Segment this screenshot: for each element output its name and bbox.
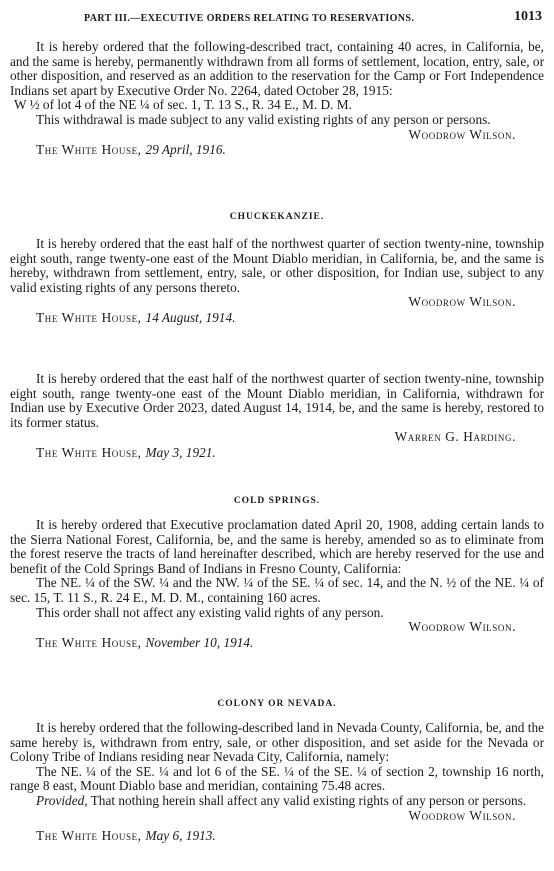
dateline-place: The White House, — [36, 444, 142, 460]
dateline-place: The White House, — [36, 309, 142, 325]
dateline — [36, 143, 544, 158]
dateline-place: The White House, — [36, 142, 142, 158]
dateline — [36, 311, 544, 326]
section-heading-chuckekanzie: CHUCKEKANZIE. — [229, 212, 325, 222]
dateline-date: 14 August, 1914. — [145, 309, 236, 325]
running-head — [0, 10, 554, 28]
order-paragraph: It is hereby ordered that the east half of the northwest quarter of section twenty-nine, township eight south, range twenty-one east of the Mount Diablo meridian, in California, withdrawn for Indian use by Executive Order 2023, dated August 14, 1914, be, and the same is hereby, restored to its former status. — [10, 371, 544, 430]
dateline-place: The White House, — [36, 828, 142, 844]
dateline-date: May 3, 1921. — [145, 444, 216, 460]
land-description: The NE. ¼ of the SW. ¼ and the NW. ¼ of the SE. ¼ of sec. 14, and the N. ½ of the NE. ¼ of sec. 15, T. 11 S., R. 24 E., M. D. M., containing 160 acres. — [10, 575, 544, 605]
order-paragraph: It is hereby ordered that Executive proclamation dated April 20, 1908, adding certain lands to the Sierra National Forest, California, be, and the same is hereby, amended so as to eliminate from the forest reserve the tracts of land hereinafter described, which are hereby reserved for the use and benefit of the Cold Springs Band of Indians in Fresno County, California: — [10, 517, 544, 576]
order-paragraph: This withdrawal is made subject to any valid existing rights of any person or persons. — [36, 111, 491, 127]
signature: Woodrow Wilson. — [408, 294, 516, 310]
signature: Woodrow Wilson. — [408, 619, 516, 635]
dateline-place: The White House, — [36, 634, 142, 650]
order-colony-or-nevada — [10, 721, 544, 844]
signature: Warren G. Harding. — [394, 429, 516, 445]
order-paragraph: It is hereby ordered that the east half of the northwest quarter of section twenty-nine, township eight south, range twenty-one east of the Mount Diablo meridian, in California, be, and the same is hereby, withdrawn from settlement, entry, sale, or other disposition, for Indian use, subject to any valid existing rights of any persons thereto. — [10, 236, 544, 295]
page-number: 1013 — [514, 9, 542, 24]
land-description: The NE. ¼ of the SE. ¼ and lot 6 of the SE. ¼ of the SE. ¼ of section 2, township 16 north, range 8 east, Mount Diablo base and meridian, containing 75.48 acres. — [10, 763, 544, 794]
order-chuckekanzie — [10, 237, 544, 326]
proviso-text: That nothing herein shall affect any valid existing rights of any person or persons. — [90, 792, 527, 808]
dateline-date: November 10, 1914. — [145, 634, 254, 650]
order-fort-independence — [10, 40, 544, 158]
order-paragraph: This order shall not affect any existing valid rights of any person. — [36, 604, 384, 620]
land-description: W ½ of lot 4 of the NE ¼ of sec. 1, T. 13 S., R. 34 E., M. D. M. — [14, 97, 352, 113]
running-title: PART III.—EXECUTIVE ORDERS RELATING TO RESERVATIONS. — [84, 13, 415, 24]
dateline — [36, 446, 544, 461]
order-paragraph: It is hereby ordered that the following-described tract, containing 40 acres, in California, be, and the same is hereby, permanently withdrawn from all forms of settlement, location, entry, sale, or other disposition, and reserved as an addition to the reservation for the Camp or Fort Independence Indians set apart by Executive Order No. 2264, dated October 28, 1915: — [10, 39, 544, 98]
order-paragraph: It is hereby ordered that the following-described land in Nevada County, California, be, and the same hereby is, withdrawn from entry, sale, or other disposition, and set aside for the Nevada or Colony Tribe of Indians residing near Nevada City, California, namely: — [10, 720, 544, 765]
proviso-paragraph — [10, 794, 544, 809]
dateline — [36, 829, 544, 844]
dateline-date: May 6, 1913. — [145, 828, 216, 844]
dateline — [36, 636, 544, 651]
order-cold-springs — [10, 518, 544, 650]
proviso-word: Provided, — [36, 792, 88, 808]
signature: Woodrow Wilson. — [408, 807, 516, 823]
order-restoration — [10, 372, 544, 461]
section-heading-cold-springs: COLD SPRINGS. — [233, 496, 321, 506]
section-heading-colony-or-nevada: COLONY OR NEVADA. — [217, 699, 337, 709]
signature: Woodrow Wilson. — [408, 126, 516, 142]
dateline-date: 29 April, 1916. — [145, 142, 226, 158]
